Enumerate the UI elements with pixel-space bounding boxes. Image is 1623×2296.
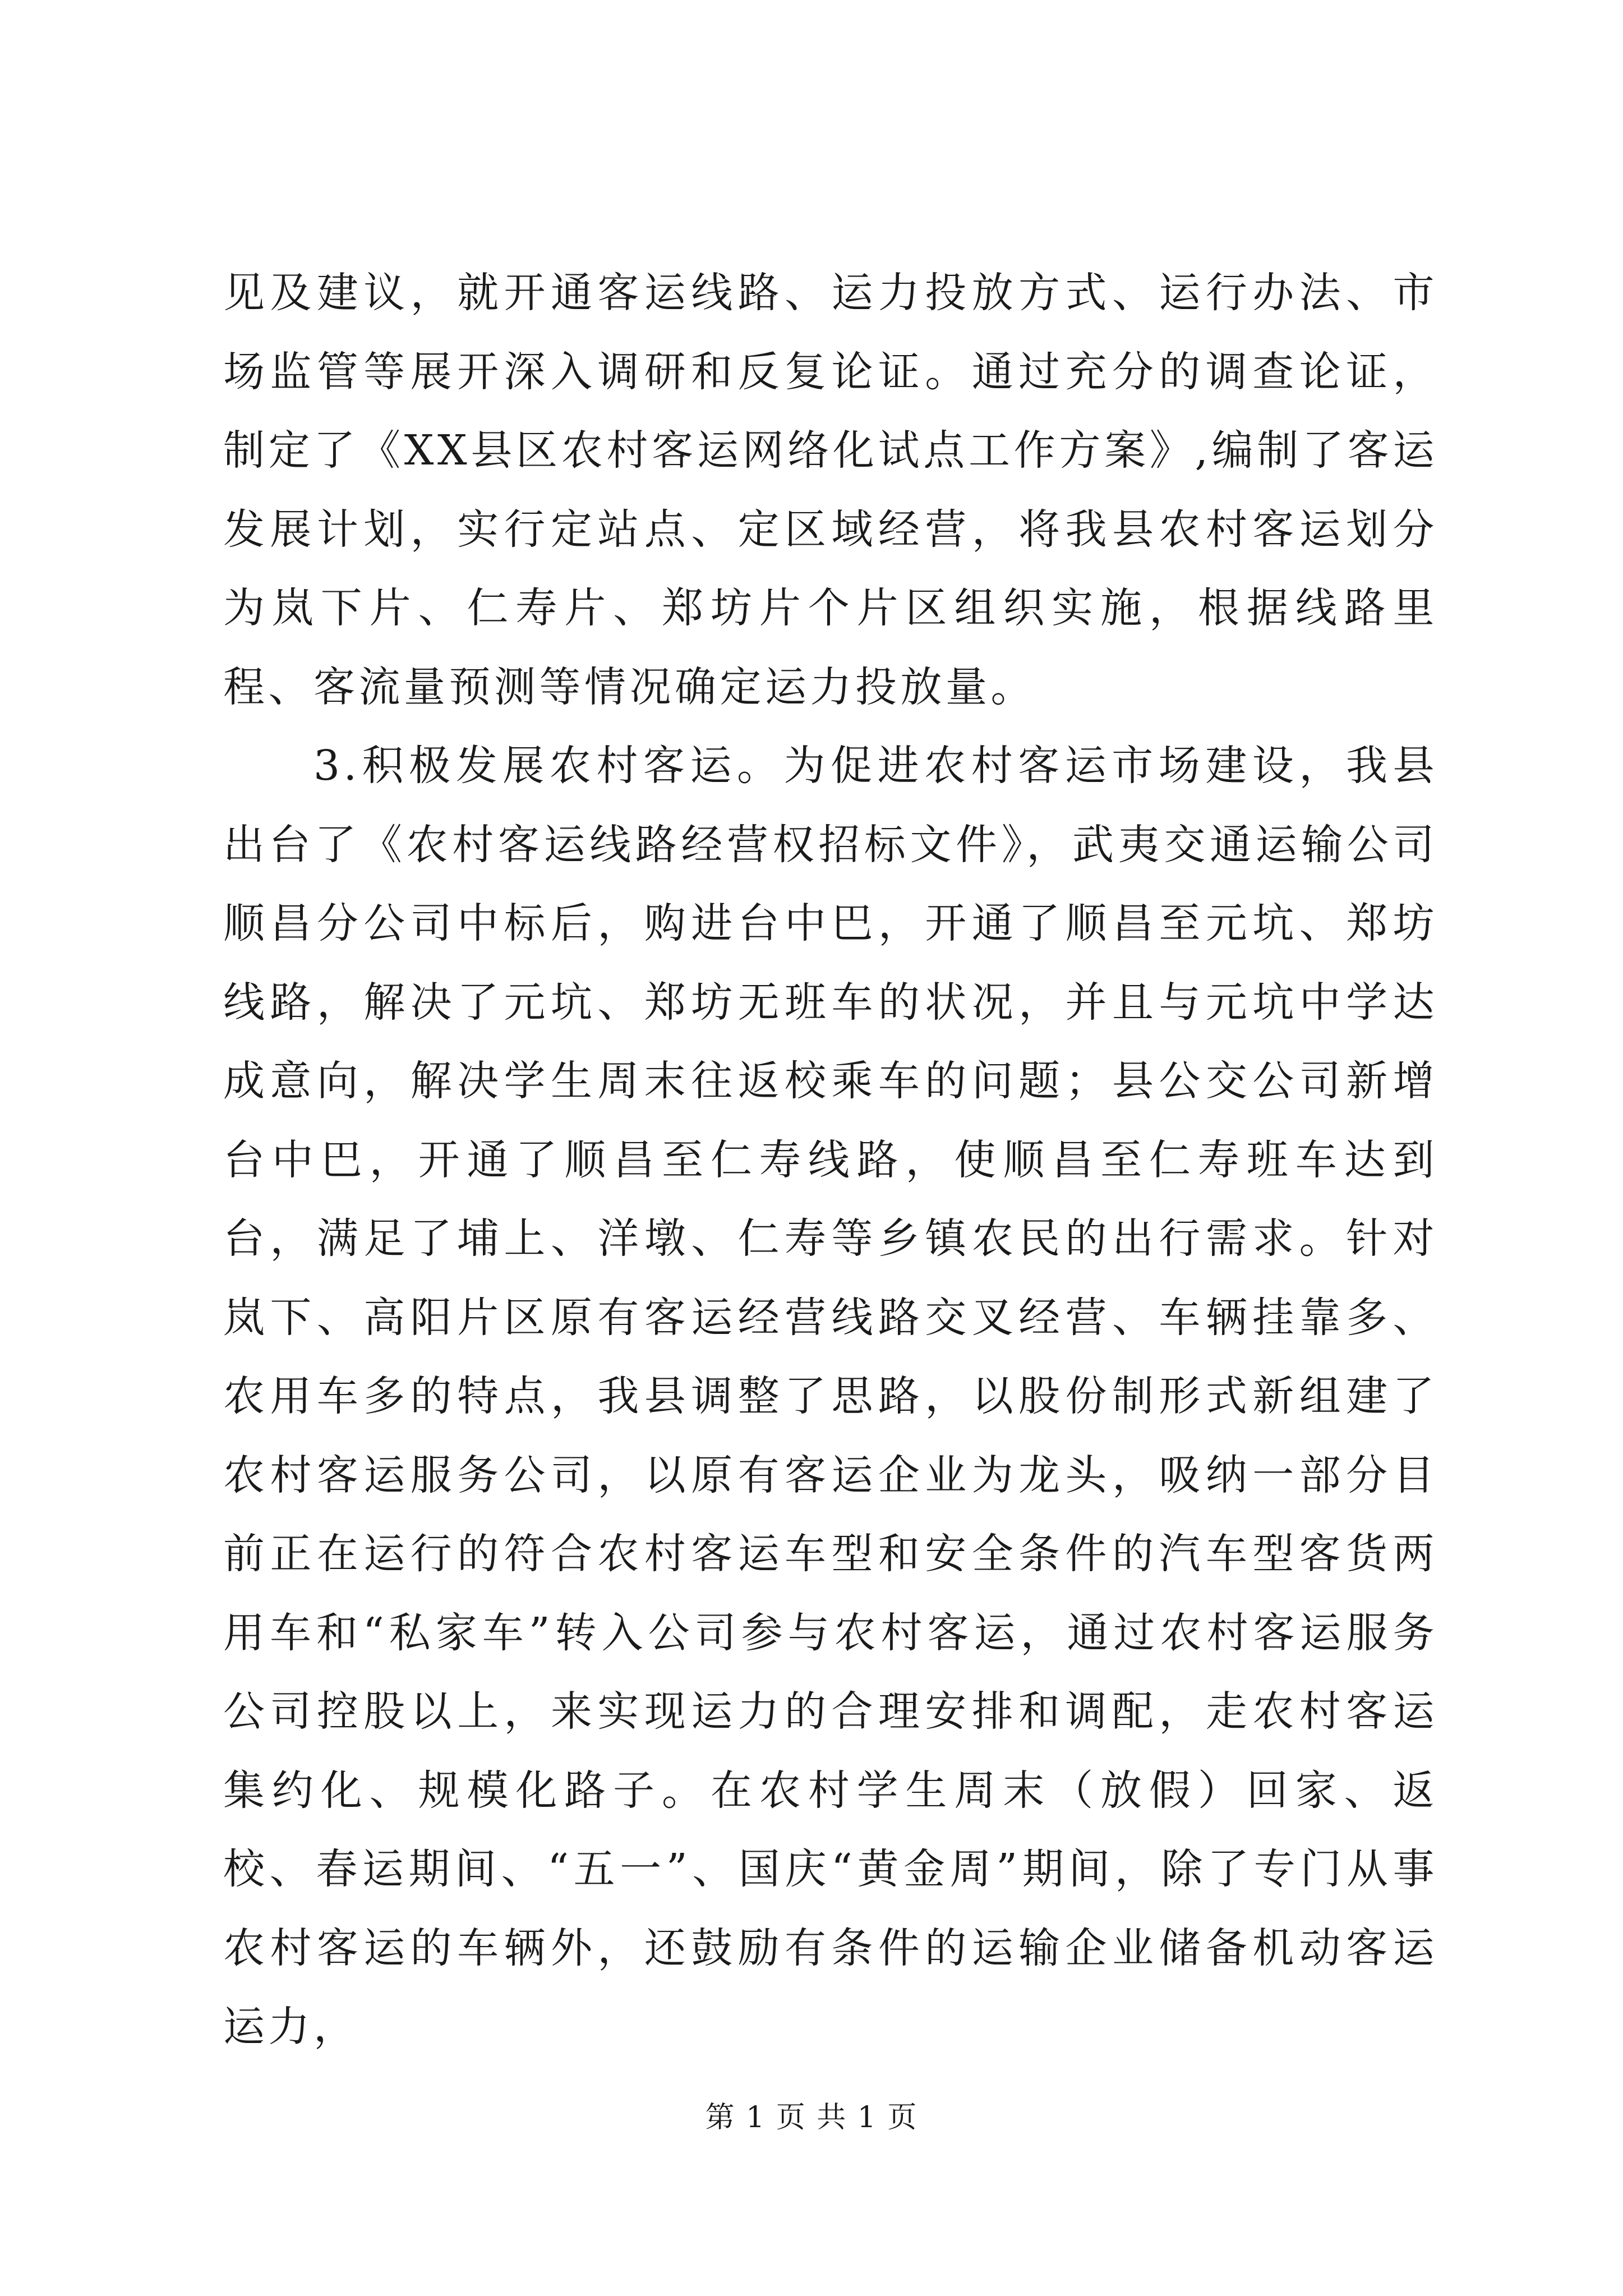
document-body (223, 254, 1438, 2067)
body-paragraph-1: 见及建议，就开通客运线路、运力投放方式、运行办法、市场监管等展开深入调研和反复论证。通过充分的调查论证，制定了《XX县区农村客运网络化试点工作方案》,编制了客运发展计划，实行定站点、定区域经营，将我县农村客运划分为岚下片、仁寿片、郑坊片个片区组织实施，根据线路里程、客流量预测等情况确定运力投放量。 (223, 269, 1438, 711)
page-footer: 第 1 页 共 1 页 (705, 2101, 918, 2134)
body-paragraph-2: 3.积极发展农村客运。为促进农村客运市场建设，我县出台了《农村客运线路经营权招标文件》，武夷交通运输公司顺昌分公司中标后，购进台中巴，开通了顺昌至元坑、郑坊线路，解决了元坑、郑坊无班车的状况，并且与元坑中学达成意向，解决学生周末往返校乘车的问题；县公交公司新增台中巴，开通了顺昌至仁寿线路，使顺昌至仁寿班车达到台，满足了埔上、洋墩、仁寿等乡镇农民的出行需求。针对岚下、高阳片区原有客运经营线路交叉经营、车辆挂靠多、农用车多的特点，我县调整了思路，以股份制形式新组建了农村客运服务公司，以原有客运企业为龙头，吸纳一部分目前正在运行的符合农村客运车型和安全条件的汽车型客货两用车和“私家车”转入公司参与农村客运，通过农村客运服务公司控股以上，来实现运力的合理安排和调配，走农村客运集约化、规模化路子。在农村学生周末（放假）回家、返校、春运期间、“五一”、国庆“黄金周”期间，除了专门从事农村客运的车辆外，还鼓励有条件的运输企业储备机动客运运力， (223, 742, 1438, 2051)
